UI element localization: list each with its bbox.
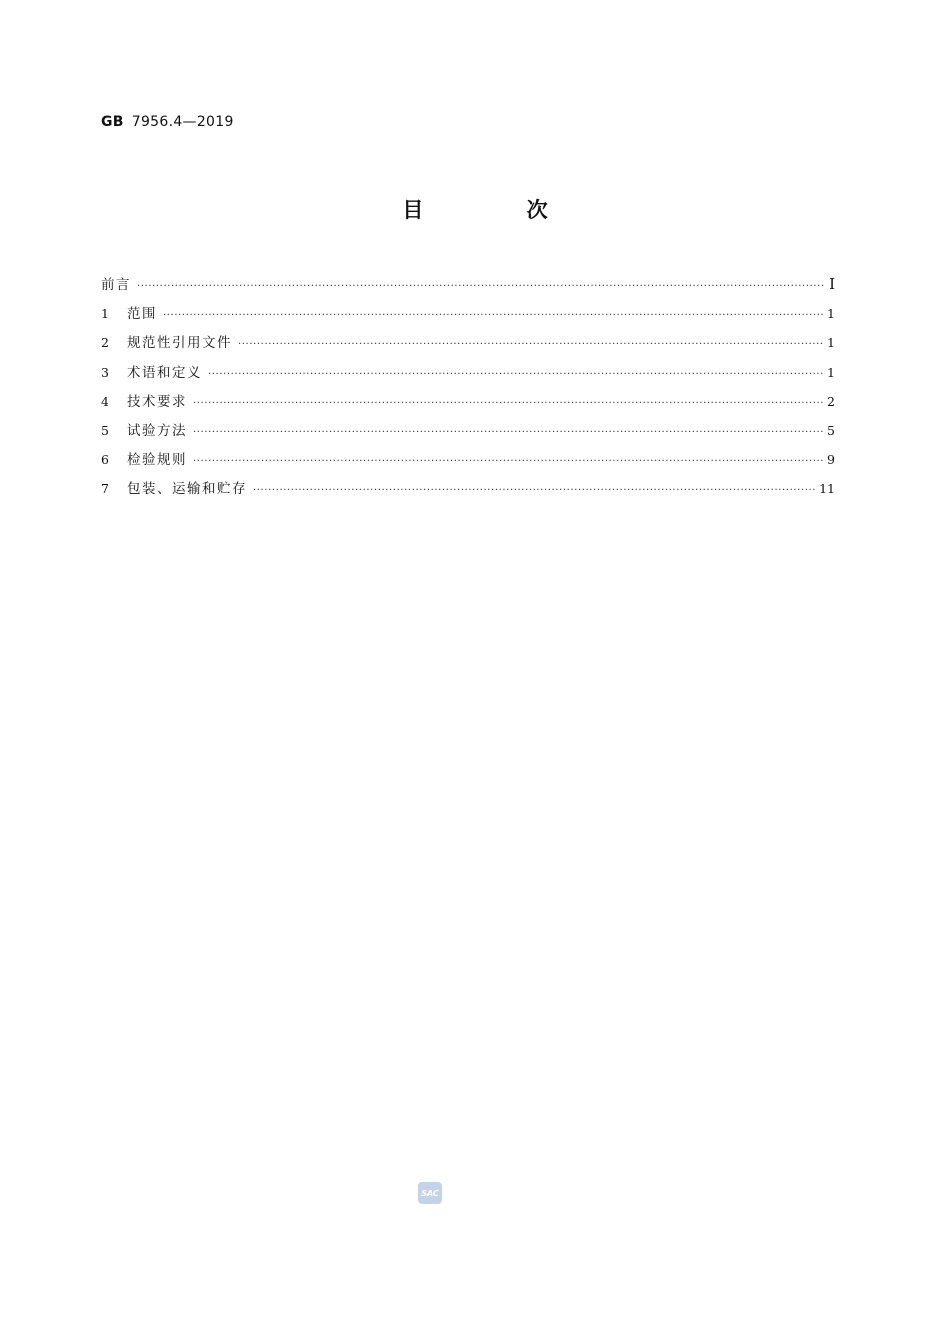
toc-leader-dots (193, 427, 823, 438)
toc-entry-label: 技术要求 (127, 393, 187, 410)
toc-entry-page: 9 (827, 452, 835, 468)
toc-entry-page: 1 (827, 306, 835, 322)
standard-number: 7956.4—2019 (131, 114, 234, 130)
toc-entry-label: 试验方法 (127, 422, 187, 439)
toc-entry-label: 包装、运输和贮存 (127, 481, 247, 498)
table-of-contents (101, 273, 835, 507)
toc-entry-page: I (829, 275, 835, 293)
toc-entry-3[interactable] (101, 361, 835, 390)
toc-leader-dots (238, 339, 823, 350)
toc-entry-foreword[interactable] (101, 273, 835, 302)
toc-entry-page: 11 (819, 481, 835, 497)
toc-entry-page: 1 (827, 364, 835, 380)
toc-entry-page: 1 (827, 335, 835, 351)
toc-leader-dots (137, 281, 825, 292)
toc-entry-label: 前言 (101, 277, 131, 293)
toc-entry-label: 范围 (127, 306, 157, 323)
toc-entry-number: 4 (101, 393, 109, 409)
toc-entry-number: 1 (101, 306, 109, 322)
toc-leader-dots (193, 456, 823, 467)
toc-entry-number: 7 (101, 481, 109, 497)
toc-entry-2[interactable] (101, 331, 835, 360)
toc-entry-page: 5 (827, 422, 835, 438)
toc-leader-dots (163, 310, 823, 321)
toc-entry-1[interactable] (101, 302, 835, 331)
toc-entry-number: 6 (101, 452, 109, 468)
toc-entry-label: 规范性引用文件 (127, 335, 232, 352)
toc-entry-6[interactable] (101, 448, 835, 477)
toc-leader-dots (193, 398, 823, 409)
toc-entry-7[interactable] (101, 477, 835, 506)
toc-entry-4[interactable] (101, 390, 835, 419)
standard-code (101, 114, 234, 130)
toc-entry-number: 5 (101, 422, 109, 438)
toc-entry-page: 2 (827, 393, 835, 409)
svg-text:SAC: SAC (421, 1189, 439, 1198)
standard-prefix: GB (101, 114, 124, 130)
toc-entry-number: 2 (101, 335, 109, 351)
sac-logo-icon (417, 1181, 443, 1205)
toc-leader-dots (208, 369, 823, 380)
toc-entry-label: 术语和定义 (127, 364, 202, 381)
toc-entry-label: 检验规则 (127, 452, 187, 469)
toc-title: 目 次 (402, 198, 596, 222)
toc-entry-number: 3 (101, 364, 109, 380)
toc-entry-5[interactable] (101, 419, 835, 448)
toc-leader-dots (253, 485, 815, 496)
